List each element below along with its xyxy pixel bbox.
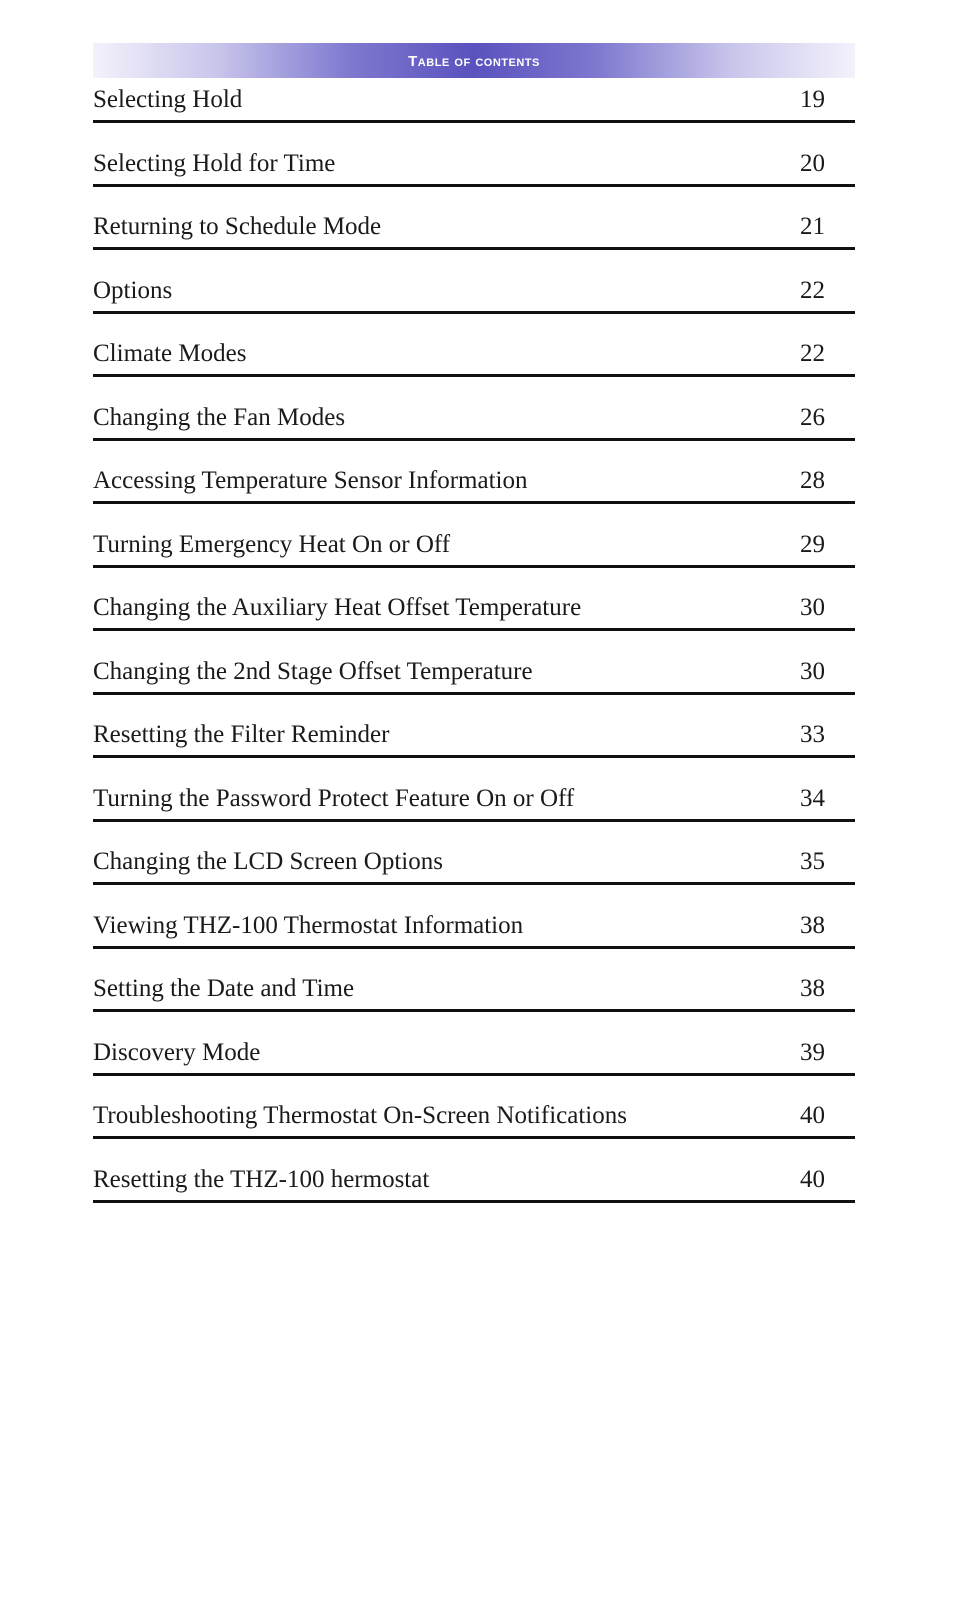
toc-list [93,80,855,1223]
toc-entry-page: 30 [800,594,825,621]
toc-entry-page: 40 [800,1102,825,1129]
toc-entry-label: Turning the Password Protect Feature On or Off [93,784,575,812]
toc-entry[interactable] [93,525,855,589]
toc-entry[interactable] [93,80,855,144]
toc-entry-label: Viewing THZ-100 Thermostat Information [93,911,524,939]
toc-entry-page: 19 [800,86,825,113]
toc-entry[interactable] [93,461,855,525]
toc-entry[interactable] [93,652,855,716]
toc-entry-label: Changing the LCD Screen Options [93,848,443,875]
toc-entry-page: 39 [800,1038,825,1066]
toc-entry-label: Selecting Hold [93,86,243,113]
toc-entry-label: Resetting the THZ-100 hermostat [93,1165,430,1193]
toc-entry-label: Returning to Schedule Mode [93,213,382,240]
toc-entry-label: Options [93,276,173,304]
toc-entry-label: Selecting Hold for Time [93,149,336,177]
toc-entry-label: Changing the Auxiliary Heat Offset Temperature [93,594,582,621]
toc-entry[interactable] [93,1160,855,1224]
page-title: Table of contents [408,53,540,70]
toc-entry-page: 33 [800,721,825,748]
toc-entry[interactable] [93,715,855,779]
toc-entry[interactable] [93,144,855,208]
toc-entry-page: 22 [800,340,825,367]
toc-entry-label: Climate Modes [93,340,247,367]
toc-entry-page: 38 [800,911,825,939]
toc-entry-page: 21 [800,213,825,240]
toc-entry[interactable] [93,779,855,843]
toc-entry-label: Accessing Temperature Sensor Information [93,467,528,494]
toc-entry[interactable] [93,207,855,271]
toc-entry-label: Changing the Fan Modes [93,403,346,431]
toc-entry-label: Discovery Mode [93,1038,261,1066]
toc-entry-page: 28 [800,467,825,494]
toc-entry-label: Setting the Date and Time [93,975,355,1002]
toc-entry-label: Changing the 2nd Stage Offset Temperature [93,657,533,685]
toc-entry-page: 34 [800,784,825,812]
toc-entry[interactable] [93,1033,855,1097]
toc-entry[interactable] [93,1096,855,1160]
toc-entry[interactable] [93,271,855,335]
toc-header-bar [93,43,855,78]
toc-entry-page: 29 [800,530,825,558]
toc-entry[interactable] [93,842,855,906]
toc-entry[interactable] [93,588,855,652]
toc-entry[interactable] [93,969,855,1033]
toc-entry[interactable] [93,906,855,970]
toc-entry-label: Resetting the Filter Reminder [93,721,390,748]
toc-entry[interactable] [93,334,855,398]
toc-entry-page: 22 [800,276,825,304]
toc-entry-page: 35 [800,848,825,875]
toc-entry-label: Troubleshooting Thermostat On-Screen Notifications [93,1102,627,1129]
toc-entry-page: 20 [800,149,825,177]
toc-entry[interactable] [93,398,855,462]
toc-entry-page: 26 [800,403,825,431]
toc-entry-page: 30 [800,657,825,685]
toc-entry-label: Turning Emergency Heat On or Off [93,530,451,558]
toc-entry-page: 40 [800,1165,825,1193]
toc-entry-page: 38 [800,975,825,1002]
